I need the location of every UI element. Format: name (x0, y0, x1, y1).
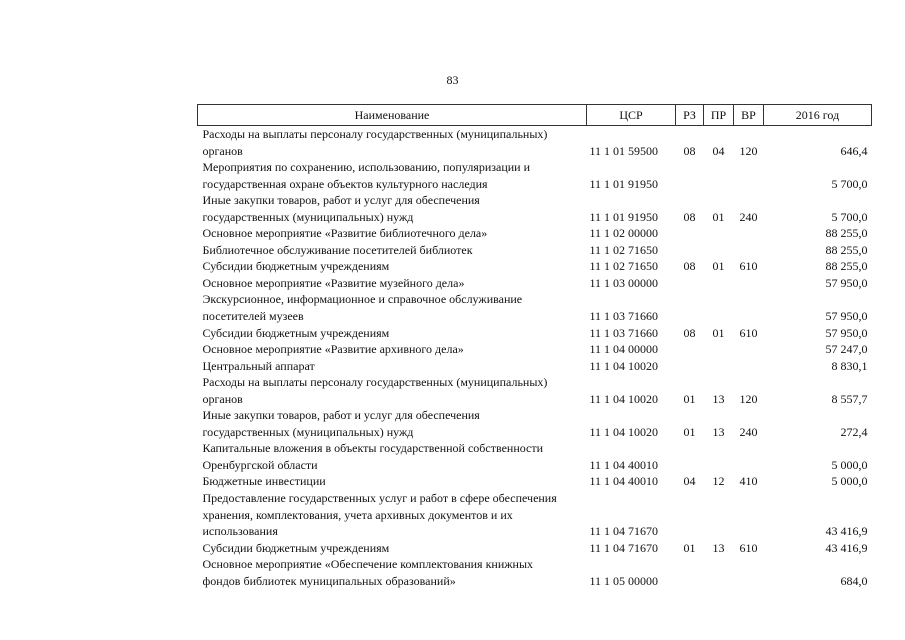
row-amount: 8 557,7 (831, 391, 868, 406)
row-name-line: Капитальные вложения в объекты государственной собственности (202, 441, 544, 456)
row-name (198, 374, 587, 407)
row-name (198, 325, 587, 342)
row-csr: 11 1 04 10020 (589, 391, 659, 406)
row-csr: 11 1 04 40010 (589, 474, 659, 489)
row-vr: 240 (739, 424, 758, 439)
row-name (198, 159, 587, 192)
table-row (198, 374, 872, 407)
row-name (198, 126, 587, 160)
row-rz (676, 159, 704, 192)
row-name (198, 242, 587, 259)
row-name (198, 473, 587, 490)
row-csr: 11 1 03 00000 (589, 275, 659, 290)
row-name-line: фондов библиотек муниципальных образований» (202, 573, 456, 588)
row-amount: 43 416,9 (825, 524, 868, 539)
budget-table (197, 104, 872, 589)
row-name-line: государственная охране объектов культурного наследия (202, 176, 488, 191)
row-rz (676, 242, 704, 259)
table-row (198, 540, 872, 557)
row-csr: 11 1 02 71650 (589, 259, 659, 274)
row-rz (676, 556, 704, 589)
row-vr (734, 358, 764, 375)
row-amount: 684,0 (840, 573, 868, 588)
row-vr (734, 242, 764, 259)
row-amount: 5 700,0 (831, 176, 868, 191)
row-name-line: государственных (муниципальных) нужд (202, 424, 414, 439)
page-number: 83 (446, 73, 459, 87)
row-amount: 88 255,0 (825, 259, 868, 274)
row-csr: 11 1 04 10020 (589, 358, 659, 373)
row-vr: 610 (739, 259, 758, 274)
row-name (198, 291, 587, 324)
row-vr: 120 (739, 391, 758, 406)
row-csr: 11 1 05 00000 (589, 573, 659, 588)
row-name-line: Иные закупки товаров, работ и услуг для обеспечения (202, 408, 480, 423)
row-rz: 08 (683, 259, 696, 274)
row-name (198, 540, 587, 557)
row-name-line: Иные закупки товаров, работ и услуг для обеспечения (202, 193, 480, 208)
row-name-line: использования (202, 524, 278, 539)
row-pr (704, 490, 734, 540)
row-name-line: Центральный аппарат (202, 358, 315, 373)
row-csr: 11 1 01 59500 (589, 143, 659, 158)
row-rz: 08 (683, 209, 696, 224)
row-amount: 43 416,9 (825, 540, 868, 555)
header-name: Наименование (198, 105, 587, 126)
row-name (198, 358, 587, 375)
row-rz (676, 358, 704, 375)
row-name (198, 275, 587, 292)
row-vr (734, 225, 764, 242)
row-rz (676, 440, 704, 473)
row-pr: 12 (712, 474, 725, 489)
row-name (198, 440, 587, 473)
row-name (198, 225, 587, 242)
row-pr (704, 291, 734, 324)
row-amount: 88 255,0 (825, 242, 868, 257)
row-name-line: Предоставление государственных услуг и работ в сфере обеспечения (202, 491, 557, 506)
table-row (198, 473, 872, 490)
table-row (198, 258, 872, 275)
row-name-line: органов (202, 143, 243, 158)
row-name-line: Субсидии бюджетным учреждениям (202, 259, 390, 274)
row-name-line: Экскурсионное, информационное и справочное обслуживание (202, 292, 523, 307)
row-name-line: Основное мероприятие «Развитие архивного дела» (202, 342, 464, 357)
row-name-line: Библиотечное обслуживание посетителей библиотек (202, 242, 473, 257)
row-name-line: Основное мероприятие «Развитие музейного дела» (202, 275, 465, 290)
header-pr: ПР (704, 105, 734, 126)
row-pr (704, 275, 734, 292)
row-vr: 120 (739, 143, 758, 158)
row-pr: 01 (712, 259, 725, 274)
row-rz: 08 (683, 143, 696, 158)
row-amount: 57 247,0 (825, 342, 868, 357)
row-vr (734, 291, 764, 324)
row-name (198, 407, 587, 440)
row-pr (704, 440, 734, 473)
table-row (198, 291, 872, 324)
table-row (198, 159, 872, 192)
table-row (198, 490, 872, 540)
row-vr: 410 (739, 474, 758, 489)
row-pr (704, 225, 734, 242)
row-rz: 01 (683, 540, 696, 555)
row-pr (704, 358, 734, 375)
table-header-row (198, 105, 872, 126)
row-name-line: государственных (муниципальных) нужд (202, 209, 414, 224)
row-name-line: Субсидии бюджетным учреждениям (202, 540, 390, 555)
row-pr: 01 (712, 209, 725, 224)
table-row (198, 358, 872, 375)
row-name (198, 341, 587, 358)
row-csr: 11 1 01 91950 (589, 209, 659, 224)
row-rz (676, 341, 704, 358)
header-vr: ВР (734, 105, 764, 126)
row-csr: 11 1 01 91950 (589, 176, 659, 191)
row-amount: 646,4 (840, 143, 868, 158)
row-name-line: Оренбургской области (202, 457, 318, 472)
row-rz (676, 225, 704, 242)
row-name-line: органов (202, 391, 243, 406)
row-name-line: Мероприятия по сохранению, использованию, популяризации и (202, 160, 531, 175)
row-vr (734, 556, 764, 589)
header-csr: ЦСР (587, 105, 676, 126)
row-vr (734, 341, 764, 358)
row-name-line: Бюджетные инвестиции (202, 474, 326, 489)
row-name-line: Расходы на выплаты персоналу государственных (муниципальных) (202, 127, 548, 141)
header-year: 2016 год (764, 105, 872, 126)
row-name (198, 192, 587, 225)
row-pr: 04 (712, 143, 725, 158)
row-name (198, 258, 587, 275)
header-rz: РЗ (676, 105, 704, 126)
row-name (198, 556, 587, 589)
table-row (198, 225, 872, 242)
row-csr: 11 1 04 00000 (589, 342, 659, 357)
row-amount: 5 700,0 (831, 209, 868, 224)
row-name-line: Субсидии бюджетным учреждениям (202, 325, 390, 340)
row-rz: 04 (683, 474, 696, 489)
row-name (198, 490, 587, 540)
table-row (198, 440, 872, 473)
row-pr (704, 242, 734, 259)
row-rz (676, 490, 704, 540)
row-amount: 57 950,0 (825, 275, 868, 290)
row-name-line: Основное мероприятие «Развитие библиотечного дела» (202, 226, 488, 241)
row-pr (704, 159, 734, 192)
row-csr: 11 1 02 71650 (589, 242, 659, 257)
row-pr: 13 (712, 424, 725, 439)
row-rz: 08 (683, 325, 696, 340)
row-vr: 240 (739, 209, 758, 224)
row-csr: 11 1 02 00000 (589, 226, 659, 241)
row-vr (734, 275, 764, 292)
row-pr: 01 (712, 325, 725, 340)
row-name-line: Расходы на выплаты персоналу государственных (муниципальных) (202, 375, 548, 390)
table-row (198, 192, 872, 225)
row-name-line: посетителей музеев (202, 309, 304, 324)
row-csr: 11 1 04 10020 (589, 424, 659, 439)
table-row (198, 407, 872, 440)
table-row (198, 126, 872, 160)
row-name-line: хранения, комплектования, учета архивных документов и их (202, 507, 513, 522)
table-row (198, 242, 872, 259)
row-vr (734, 490, 764, 540)
row-pr (704, 341, 734, 358)
row-amount: 88 255,0 (825, 226, 868, 241)
row-amount: 8 830,1 (831, 358, 868, 373)
table-row (198, 341, 872, 358)
row-amount: 57 950,0 (825, 309, 868, 324)
row-vr (734, 159, 764, 192)
row-amount: 5 000,0 (831, 474, 868, 489)
row-csr: 11 1 04 40010 (589, 457, 659, 472)
row-name-line: Основное мероприятие «Обеспечение комплектования книжных (202, 557, 534, 572)
row-pr: 13 (712, 391, 725, 406)
row-rz (676, 291, 704, 324)
row-vr: 610 (739, 540, 758, 555)
row-amount: 57 950,0 (825, 325, 868, 340)
row-pr (704, 556, 734, 589)
row-csr: 11 1 03 71660 (589, 309, 659, 324)
row-csr: 11 1 04 71670 (589, 524, 659, 539)
row-amount: 5 000,0 (831, 457, 868, 472)
row-csr: 11 1 03 71660 (589, 325, 659, 340)
row-rz (676, 275, 704, 292)
table-body (198, 126, 872, 590)
table-row (198, 275, 872, 292)
row-amount: 272,4 (840, 424, 868, 439)
row-rz: 01 (683, 424, 696, 439)
table-row (198, 556, 872, 589)
row-csr: 11 1 04 71670 (589, 540, 659, 555)
row-vr: 610 (739, 325, 758, 340)
row-pr: 13 (712, 540, 725, 555)
row-vr (734, 440, 764, 473)
table-row (198, 325, 872, 342)
row-rz: 01 (683, 391, 696, 406)
